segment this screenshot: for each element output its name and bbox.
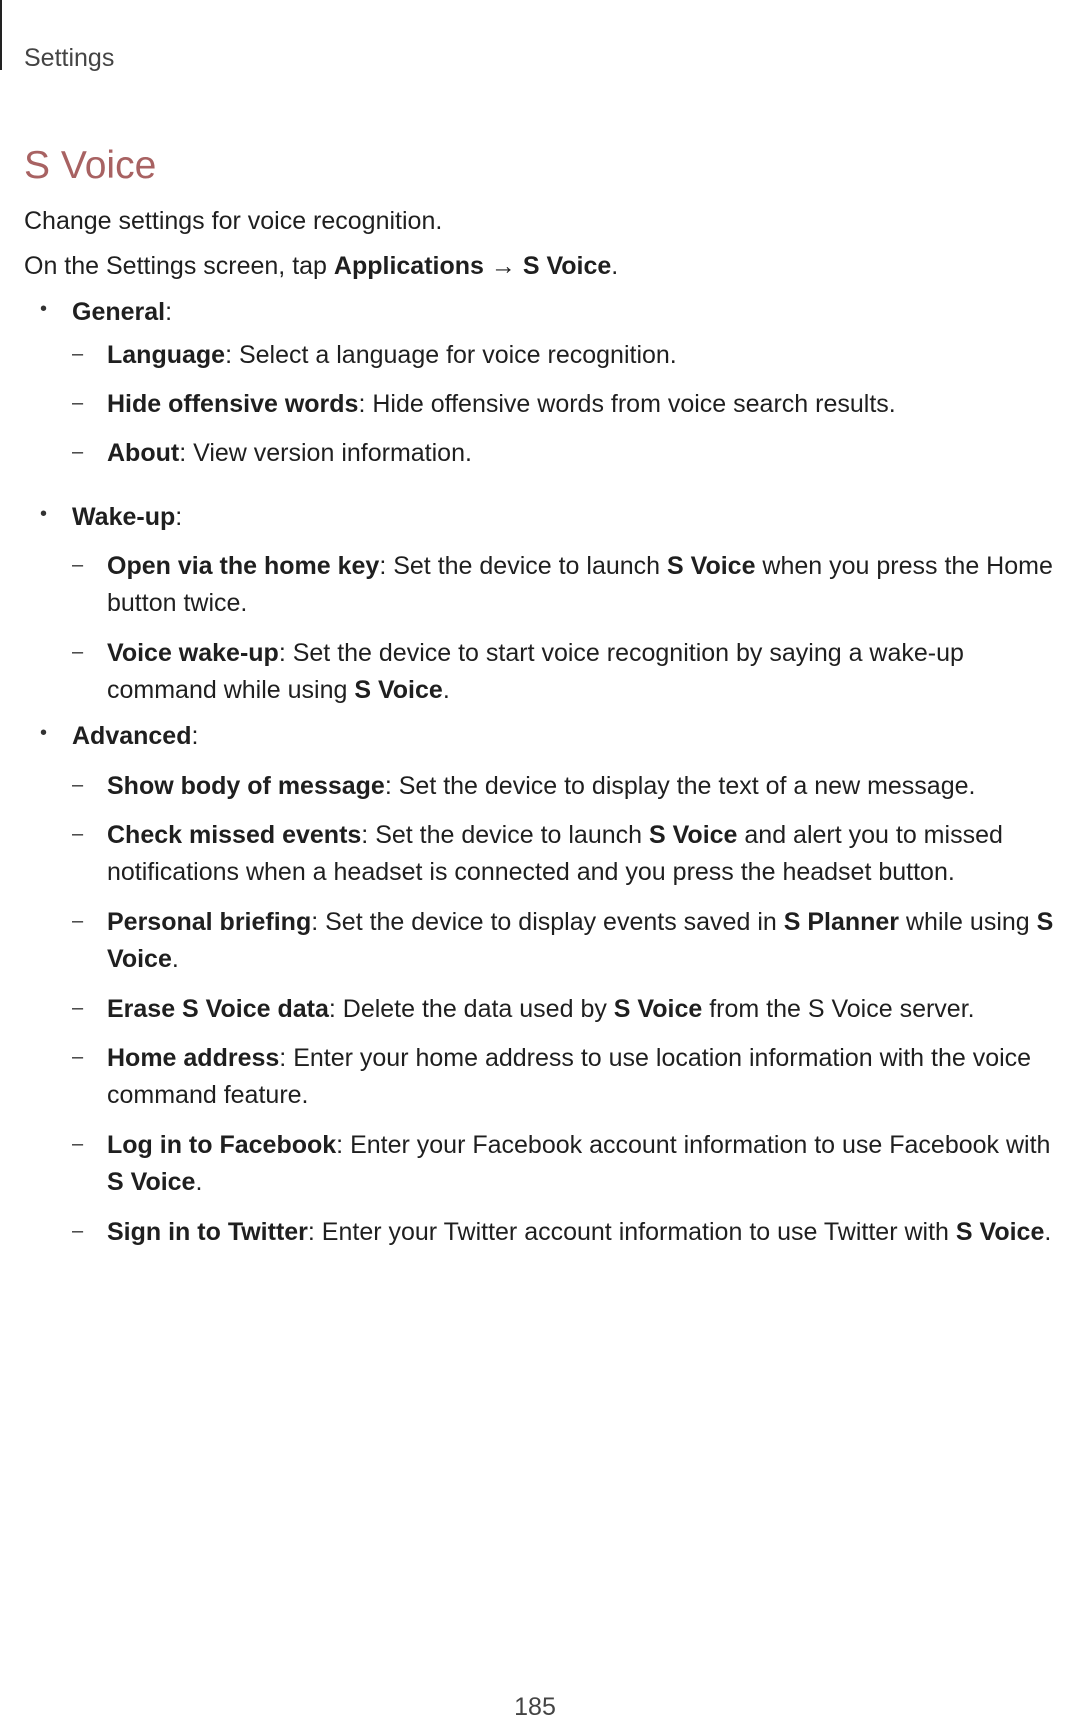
dash-icon: – — [72, 641, 84, 663]
bullet-icon: • — [40, 722, 48, 744]
item-voice-wake-up: Voice wake-up: Set the device to start voice recognition by saying a wake-up command while using S Voice. — [107, 639, 964, 704]
page-title: S Voice — [24, 144, 157, 187]
item-erase-s-voice-data: Erase S Voice data: Delete the data used by S Voice from the S Voice server. — [107, 995, 975, 1023]
navigation-path: On the Settings screen, tap Applications → S Voice. — [24, 252, 619, 280]
dash-icon: – — [72, 823, 84, 845]
section-wake-up: Wake-up: — [72, 503, 183, 531]
section-header: Settings — [24, 44, 115, 72]
intro-text: Change settings for voice recognition. — [24, 207, 443, 235]
bullet-icon: • — [40, 298, 48, 320]
item-check-missed-events: Check missed events: Set the device to launch S Voice and alert you to missed notifications when a headset is connected and you press the headset button. — [107, 821, 1003, 886]
item-open-via-home-key: Open via the home key: Set the device to launch S Voice when you press the Home button twice. — [107, 552, 1053, 617]
dash-icon: – — [72, 1046, 84, 1068]
item-hide-offensive-words: Hide offensive words: Hide offensive words from voice search results. — [107, 390, 896, 418]
dash-icon: – — [72, 1220, 84, 1242]
dash-icon: – — [72, 441, 84, 463]
item-sign-in-to-twitter: Sign in to Twitter: Enter your Twitter account information to use Twitter with S Voice. — [107, 1218, 1052, 1246]
dash-icon: – — [72, 392, 84, 414]
item-log-in-to-facebook: Log in to Facebook: Enter your Facebook account information to use Facebook with S Voice. — [107, 1131, 1051, 1196]
section-general: General: — [72, 298, 173, 326]
dash-icon: – — [72, 343, 84, 365]
section-advanced: Advanced: — [72, 722, 199, 750]
item-about: About: View version information. — [107, 439, 472, 467]
dash-icon: – — [72, 1133, 84, 1155]
bullet-icon: • — [40, 503, 48, 525]
page-edge-rule — [0, 0, 2, 70]
dash-icon: – — [72, 997, 84, 1019]
item-home-address: Home address: Enter your home address to use location information with the voice command feature. — [107, 1044, 1032, 1109]
dash-icon: – — [72, 910, 84, 932]
item-language: Language: Select a language for voice recognition. — [107, 341, 677, 369]
item-personal-briefing: Personal briefing: Set the device to display events saved in S Planner while using S Voice. — [107, 908, 1054, 973]
page-number: 185 — [514, 1693, 556, 1721]
dash-icon: – — [72, 774, 84, 796]
dash-icon: – — [72, 554, 84, 576]
item-show-body-of-message: Show body of message: Set the device to display the text of a new message. — [107, 772, 976, 800]
